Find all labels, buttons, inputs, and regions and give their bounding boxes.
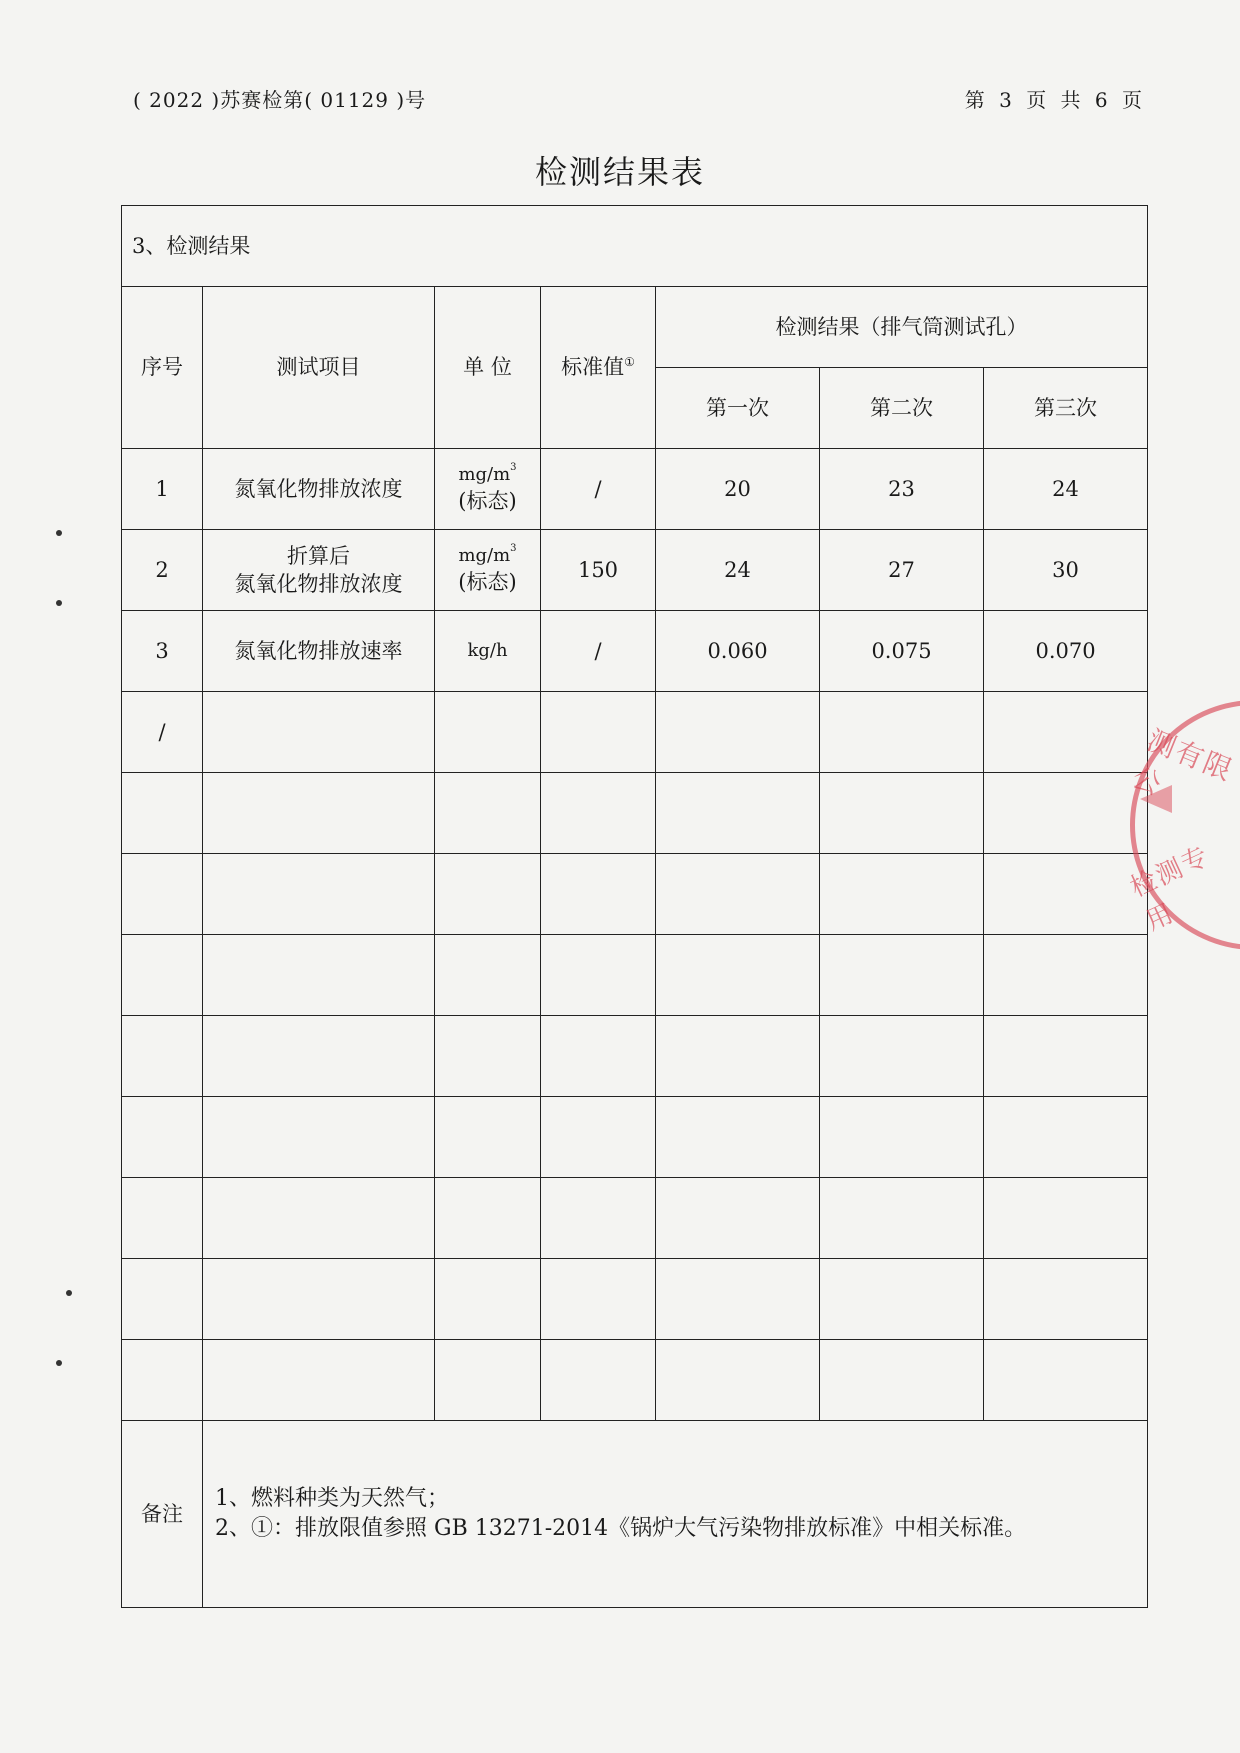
cell-r2 — [820, 1259, 984, 1340]
cell-item — [203, 935, 435, 1016]
cell-standard — [541, 692, 656, 773]
cell-r3 — [984, 1178, 1148, 1259]
cell-r2: 0.075 — [820, 611, 984, 692]
cell-r2 — [820, 1097, 984, 1178]
cell-seq — [122, 773, 203, 854]
binding-hole-mark — [56, 600, 62, 606]
cell-unit — [435, 935, 541, 1016]
cell-item — [203, 611, 435, 692]
note-line: 1、燃料种类为天然气； — [215, 1486, 449, 1512]
table-row — [122, 530, 1148, 611]
header-results-group: 检测结果（排气筒测试孔） — [656, 287, 1148, 368]
header-unit: 单 位 — [435, 287, 541, 449]
cell-r2 — [820, 935, 984, 1016]
unit-text: mg/m — [458, 463, 511, 485]
binding-hole-mark — [56, 530, 62, 536]
cell-r3 — [984, 692, 1148, 773]
item-line: 氮氧化物排放速率 — [234, 638, 403, 663]
table-row — [122, 692, 1148, 773]
cell-r1: 24 — [656, 530, 820, 611]
header-run1: 第一次 — [656, 368, 820, 449]
header-seq: 序号 — [122, 287, 203, 449]
unit-superscript: 3 — [510, 542, 517, 554]
cell-standard: 150 — [541, 530, 656, 611]
cell-unit — [435, 611, 541, 692]
cell-item — [203, 773, 435, 854]
cell-unit — [435, 773, 541, 854]
unit-line — [435, 463, 540, 487]
data-rows — [122, 449, 1148, 1421]
cell-unit — [435, 1016, 541, 1097]
cell-r2 — [820, 1178, 984, 1259]
cell-unit — [435, 1340, 541, 1421]
table-row — [122, 1259, 1148, 1340]
item-line: 氮氧化物排放浓度 — [234, 476, 403, 501]
cell-item — [203, 530, 435, 611]
cell-seq — [122, 1016, 203, 1097]
cell-r3: 30 — [984, 530, 1148, 611]
table-row — [122, 1016, 1148, 1097]
cell-seq — [122, 1097, 203, 1178]
cell-r2 — [820, 1340, 984, 1421]
cell-item — [203, 692, 435, 773]
cell-r1 — [656, 1178, 820, 1259]
cell-standard: / — [541, 611, 656, 692]
unit-line — [435, 639, 540, 663]
header-item: 测试项目 — [203, 287, 435, 449]
cell-standard — [541, 1178, 656, 1259]
cell-r2: 23 — [820, 449, 984, 530]
item-line: 折算后 — [287, 543, 350, 568]
cell-unit — [435, 854, 541, 935]
table-row — [122, 773, 1148, 854]
cell-unit — [435, 449, 541, 530]
cell-r3 — [984, 1097, 1148, 1178]
cell-r1 — [656, 1016, 820, 1097]
cell-r3 — [984, 773, 1148, 854]
cell-standard — [541, 773, 656, 854]
cell-r2 — [820, 1016, 984, 1097]
cell-r3 — [984, 1340, 1148, 1421]
cell-r1 — [656, 692, 820, 773]
cell-seq — [122, 1259, 203, 1340]
unit-line: (标态) — [458, 488, 517, 513]
cell-seq — [122, 1340, 203, 1421]
notes-content — [203, 1421, 1148, 1608]
cell-seq: 2 — [122, 530, 203, 611]
header-standard-label: 标准值 — [561, 355, 625, 380]
cell-standard — [541, 1259, 656, 1340]
cell-r3 — [984, 1259, 1148, 1340]
binding-hole-mark — [56, 1360, 62, 1366]
header-standard — [541, 287, 656, 449]
page-title: 检测结果表 — [534, 153, 705, 191]
cell-unit — [435, 692, 541, 773]
cell-r1 — [656, 773, 820, 854]
unit-superscript: 3 — [510, 461, 517, 473]
note-line: 2、①：排放限值参照 GB 13271-2014《锅炉大气污染物排放标准》中相关标准。 — [215, 1516, 1027, 1541]
cell-r1 — [656, 935, 820, 1016]
cell-r1: 20 — [656, 449, 820, 530]
unit-line — [435, 544, 540, 568]
table-row — [122, 1178, 1148, 1259]
cell-seq: / — [122, 692, 203, 773]
table-row — [122, 935, 1148, 1016]
stamp-text-top: 测有限公 — [1127, 723, 1239, 803]
cell-r3 — [984, 1016, 1148, 1097]
notes-label: 备注 — [122, 1421, 203, 1608]
cell-r1 — [656, 1097, 820, 1178]
cell-r3: 24 — [984, 449, 1148, 530]
page-info: 第 3 页 共 6 页 — [964, 88, 1146, 112]
unit-text: kg/h — [467, 639, 508, 661]
cell-seq: 3 — [122, 611, 203, 692]
cell-item — [203, 1340, 435, 1421]
cell-item — [203, 854, 435, 935]
cell-r3: 0.070 — [984, 611, 1148, 692]
cell-r3 — [984, 854, 1148, 935]
cell-standard: / — [541, 449, 656, 530]
cell-unit — [435, 1259, 541, 1340]
cell-seq — [122, 854, 203, 935]
report-number: ( 2022 )苏赛检第( 01129 )号 — [133, 88, 427, 112]
cell-standard — [541, 1016, 656, 1097]
results-table — [121, 205, 1148, 1608]
cell-unit — [435, 530, 541, 611]
table-row — [122, 611, 1148, 692]
unit-line: (标态) — [458, 569, 517, 594]
cell-r1 — [656, 1259, 820, 1340]
standard-note-mark: ① — [624, 355, 635, 370]
cell-unit — [435, 1178, 541, 1259]
cell-standard — [541, 935, 656, 1016]
cell-r2 — [820, 854, 984, 935]
table-row — [122, 854, 1148, 935]
cell-standard — [541, 854, 656, 935]
table-row — [122, 1340, 1148, 1421]
cell-item — [203, 1097, 435, 1178]
cell-unit — [435, 1097, 541, 1178]
stamp-text-bottom: 检测专用 — [1125, 840, 1215, 938]
unit-text: mg/m — [458, 544, 511, 566]
cell-standard — [541, 1097, 656, 1178]
cell-seq: 1 — [122, 449, 203, 530]
cell-seq — [122, 1178, 203, 1259]
table-row — [122, 449, 1148, 530]
table-row — [122, 1097, 1148, 1178]
cell-r1 — [656, 1340, 820, 1421]
header-run3: 第三次 — [984, 368, 1148, 449]
cell-standard — [541, 1340, 656, 1421]
stamp-star-icon — [1140, 785, 1172, 813]
section-title: 3、检测结果 — [122, 206, 1148, 287]
cell-r2 — [820, 692, 984, 773]
cell-item — [203, 1178, 435, 1259]
cell-r1: 0.060 — [656, 611, 820, 692]
cell-item — [203, 449, 435, 530]
cell-r3 — [984, 935, 1148, 1016]
header-run2: 第二次 — [820, 368, 984, 449]
item-line: 氮氧化物排放浓度 — [234, 572, 403, 596]
cell-seq — [122, 935, 203, 1016]
cell-item — [203, 1259, 435, 1340]
cell-r2: 27 — [820, 530, 984, 611]
cell-r2 — [820, 773, 984, 854]
cell-item — [203, 1016, 435, 1097]
binding-hole-mark — [66, 1290, 72, 1296]
cell-r1 — [656, 854, 820, 935]
